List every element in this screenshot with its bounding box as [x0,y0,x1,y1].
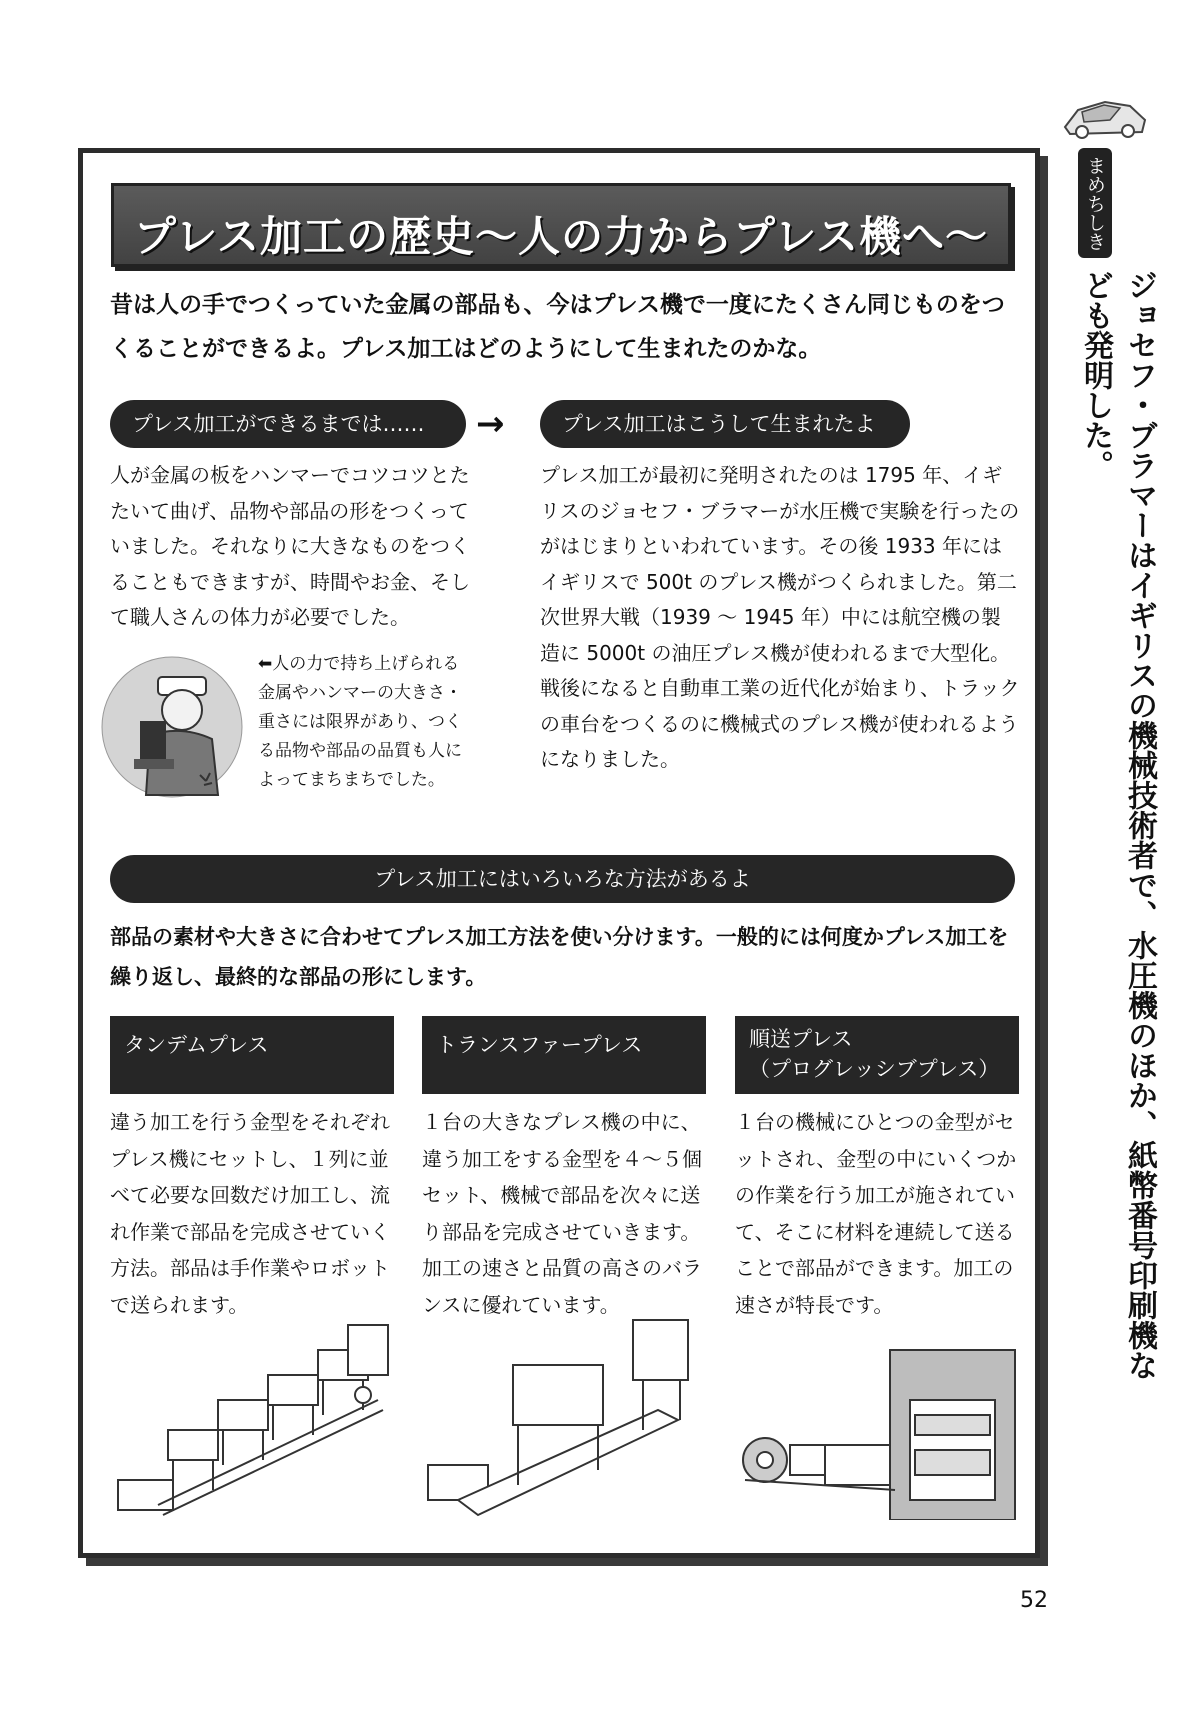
tandem-heading: タンデムプレス [110,1016,394,1094]
page-title: プレス加工の歴史〜人の力からプレス機へ〜 [133,212,989,261]
methods-intro: 部品の素材や大きさに合わせてプレス加工方法を使い分けます。一般的には何度かプレス加工を繰り返し、最終的な部品の形にします。 [110,925,1009,989]
worker-illustration [100,655,245,800]
arrow-icon: → [476,404,505,444]
intro-text: 昔は人の手でつくっていた金属の部品も、今はプレス機で一度にたくさん同じものをつくることができるよ。プレス加工はどのようにして生まれたのかな。 [110,292,1005,362]
progressive-press-illustration [735,1345,1025,1520]
born-heading: プレス加工はこうして生まれたよ [540,400,910,448]
tandem-press-illustration [108,1320,393,1535]
car-body-icon [1060,92,1150,142]
transfer-press-illustration [418,1310,713,1535]
title-banner [111,183,1011,267]
page-number: 52 [1020,1588,1048,1613]
methods-heading: プレス加工にはいろいろな方法があるよ [110,855,1015,903]
progressive-text: １台の機械にひとつの金型がセットされ、金型の中にいくつかの作業を行う加工が施されていて、そこに材料を連続して送ることで部品ができます。加工の速さが特長です。 [735,1110,1017,1317]
worker-caption: ⬅人の力で持ち上げられる金属やハンマーの大きさ・重さには限界があり、つくる品物や部品の品質も人によってまちまちでした。 [258,654,462,790]
side-tag: まめちしき [1078,148,1112,258]
born-text: プレス加工が最初に発明されたのは 1795 年、イギリスのジョセフ・ブラマーが水圧機で実験を行ったのがはじまりといわれています。その後 1933 年にはイギリスで 500t のプレス機がつくられました。第二次世界大戦（1939 〜 1945 年）中には航空機の製造に 5000t の油圧プレス機が使われるまで大型化。戦後になると自動車工業の近代化が始まり、トラックの車台をつくるのに機械式のプレス機が使われるようになりました。 [540,463,1020,771]
transfer-text: １台の大きなプレス機の中に、違う加工をする金型を４〜５個セット、機械で部品を次々に送り部品を完成させていきます。加工の速さと品質の高さのバランスに優れています。 [422,1110,702,1317]
tandem-text: 違う加工を行う金型をそれぞれプレス機にセットし、１列に並べて必要な回数だけ加工し、流れ作業で部品を完成させていく方法。部品は手作業やロボットで送られます。 [110,1110,390,1317]
transfer-heading: トランスファープレス [422,1016,706,1094]
progressive-heading: 順送プレス （プログレッシブプレス） [735,1016,1019,1094]
side-note: ジョセフ・ブラマーはイギリスの機械技術者で、水圧機のほか、紙幣番号印刷機なども発明した。 [1078,270,1157,1380]
before-heading: プレス加工ができるまでは…… [110,400,466,448]
before-text: 人が金属の板をハンマーでコツコツとたたいて曲げ、品物や部品の形をつくっていました。それなりに大きなものをつくることもできますが、時間やお金、そして職人さんの体力が必要でした。 [110,463,470,629]
